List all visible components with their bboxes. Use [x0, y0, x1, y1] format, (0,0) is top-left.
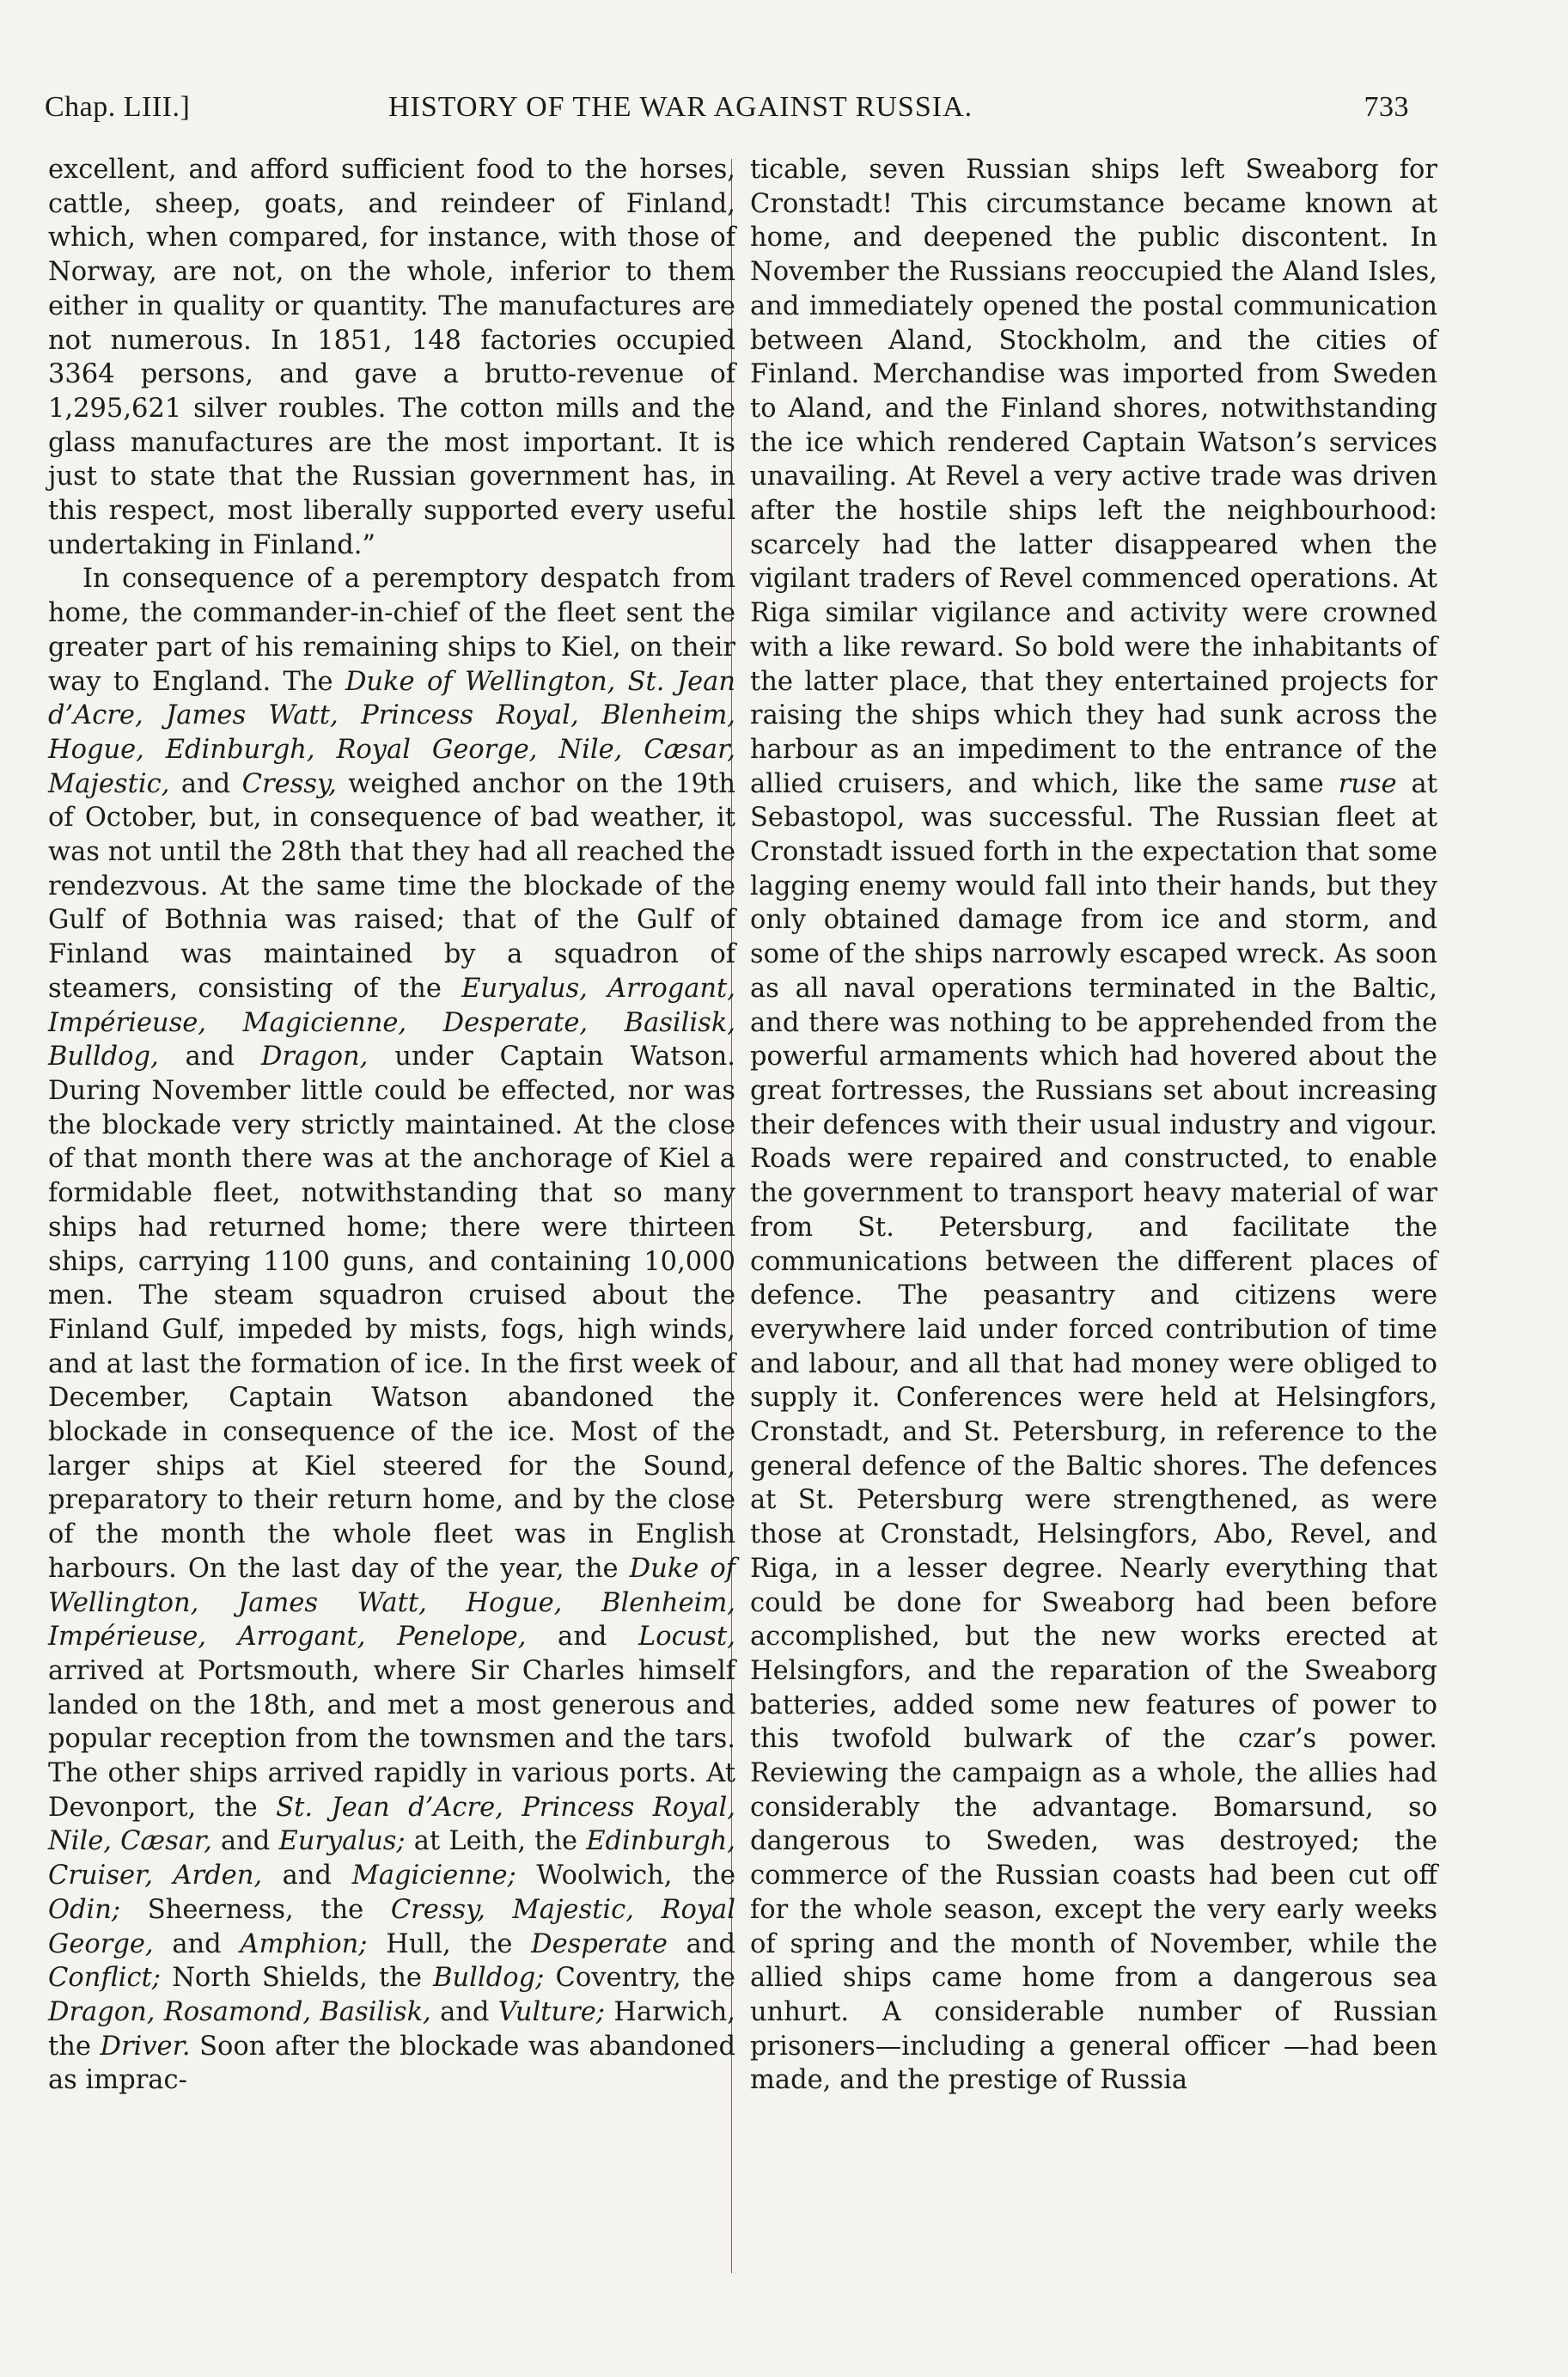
ship-names: Conflict; [48, 1963, 162, 1994]
ship-names: Odin; [48, 1894, 121, 1925]
text-run: Woolwich, the [516, 1861, 735, 1891]
text-run: Harwich, the [48, 1996, 735, 2062]
text-run: Soon after the blockade was abandoned as imprac- [48, 2031, 735, 2096]
ship-names: Magicienne; [351, 1861, 516, 1891]
right-column [750, 153, 1437, 2276]
text-run: at Sebastopol, was successful. The Russian fleet at Cronstadt issued forth in the expectation that some lagging enemy would fall into their hands, but they only obtained damage from ice and storm, and some of the ships narrowly escaped wreck. As soon as all naval operations terminated in the Baltic, and there was nothing to be apprehended from the powerful armaments which had hovered about the great fortresses, the Russians set about increasing their defences with their usual industry and vigour. Roads were repaired and constructed, to enable the government to transport heavy material of war from St. Petersburg, and facilitate the communications between the different places of defence. The peasantry and citizens were everywhere laid under forced contribution of time and labour, and all that had money were obliged to supply it. Conferences were held at Helsingfors, Cronstadt, and St. Petersburg, in reference to the general defence of the Baltic shores. The defences at St. Petersburg were strengthened, as were those at Cronstadt, Helsingfors, Abo, Revel, and Riga, in a lesser degree. Nearly everything that could be done for Sweaborg had been before accomplished, but the new works erected at Helsingfors, and the reparation of the Sweaborg batteries, added some new features of power to this twofold bulwark of the czar’s power. Reviewing the campaign as a whole, the allies had considerably the advantage. Bomarsund, so dangerous to Sweden, was destroyed; the commerce of the Russian coasts had been cut off for the whole season, except the very early weeks of spring and the month of November, while the allied ships came home from a dangerous sea unhurt. A considerable number of Russian prisoners—including a general officer —had been made, and the prestige of Russia [750, 768, 1437, 2096]
ship-names: Amphion; [240, 1928, 368, 1959]
left-column [48, 153, 735, 2276]
ship-names: St. Jean d’Acre, Princess Royal, Nile, Cæsar, [48, 1792, 736, 1857]
page-title: HISTORY OF THE WAR AGAINST RUSSIA. [388, 91, 973, 123]
text-run: at Leith, the [405, 1826, 587, 1857]
running-header [45, 82, 1409, 134]
text-run: In consequence of a peremptory despatch from home, the commander-in-chief of the fleet sent the greater part of his remaining ships to Kiel, on their way to England. The [48, 564, 735, 697]
text-run: and [158, 1042, 261, 1072]
text-run: and [526, 1622, 639, 1653]
italic-term: ruse [1338, 768, 1397, 799]
ship-names: Cressy, Majestic, Royal George, [48, 1894, 735, 1959]
text-run: and [262, 1861, 352, 1891]
ship-names: Locust, [638, 1622, 735, 1653]
text-run: Coventry, the [544, 1963, 735, 1994]
page-number: 733 [1364, 91, 1409, 123]
ship-names: Bulldog; [433, 1963, 545, 1994]
ship-names: Desperate [531, 1928, 668, 1959]
text-run: and [211, 1826, 279, 1857]
text-run: Sheerness, the [120, 1894, 391, 1925]
paragraph-fleet-return [48, 562, 735, 2098]
text-run: and [667, 1928, 736, 1959]
text-run: under Captain Watson. During November little could be effected, nor was the blockade very strictly maintained. At the close of that month there was at the anchorage of Kiel a formidable fleet, notwithstanding that so many ships had returned home; there were thirteen ships, carrying 1100 guns, and containing 10,000 men. The steam squadron cruised about the Finland Gulf, impeded by mists, fogs, high winds, and at last the formation of ice. In the first week of December, Captain Watson abandoned the blockade in consequence of the ice. Most of the larger ships at Kiel steered for the Sound, preparatory to their return home, and by the close of the month the whole fleet was in English harbours. On the last day of the year, the [48, 1042, 735, 1584]
ship-names: Euryalus; [278, 1826, 406, 1857]
ship-names: Euryalus, Arrogant, Impérieuse, Magicienne, Desperate, Basilisk, Bulldog, [48, 973, 735, 1072]
text-run: weighed anchor on the 19th of October, but, in consequence of bad weather, it was not until the 28th that they had all reached the rendezvous. At the same time the blockade of the Gulf of Bothnia was raised; that of the Gulf of Finland was maintained by a squadron of steamers, consisting of the [48, 768, 735, 1004]
text-run: and [153, 1928, 241, 1959]
text-run: ticable, seven Russian ships left Sweaborg for Cronstadt! This circumstance became known at home, and deepened the public discontent. In November the Russians reoccupied the Aland Isles, and immediately opened the postal communication between Aland, Stockholm, and the cities of Finland. Merchandise was imported from Sweden to Aland, and the Finland shores, notwithstanding the ice which rendered Captain Watson’s services unavailing. At Revel a very active trade was driven after the hostile ships left the neighbourhood: scarcely had the latter disappeared when the vigilant traders of Revel commenced operations. At Riga similar vigilance and activity were crowned with a like reward. So bold were the inhabitants of the latter place, that they entertained projects for raising the ships which they had sunk across the harbour as an impediment to the entrance of the allied cruisers, and which, like the same [750, 155, 1437, 799]
ship-names: Driver. [100, 2031, 191, 2062]
ship-names: Duke of Wellington, St. Jean d’Acre, James Watt, Princess Royal, Blenheim, Hogue, Edinburgh, Royal George, Nile, Cæsar, Majestic, [48, 666, 735, 799]
ship-names: Duke of Wellington, James Watt, Hogue, Blenheim, Impérieuse, Arrogant, Penelope, [48, 1553, 735, 1653]
text-run: North Shields, the [161, 1963, 434, 1994]
text-run: Hull, the [367, 1928, 532, 1959]
ship-names: Dragon, Rosamond, Basilisk, [48, 1996, 431, 2027]
text-run: and [430, 1996, 498, 2027]
paragraph-continuation: excellent, and afford sufficient food to the horses, cattle, sheep, goats, and reindeer of Finland, which, when compared, for instance, with those of Norway, are not, on the whole, inferior to them either in quality or quantity. The manufactures are not numerous. In 1851, 148 factories occupied 3364 persons, and gave a brutto-revenue of 1,295,621 silver roubles. The cotton mills and the glass manufactures are the most important. It is just to state that the Russian government has, in this respect, most liberally supported every useful undertaking in Finland.” [48, 155, 735, 560]
chapter-label: Chap. LIII.] [45, 91, 191, 123]
ship-names: Cressy, [241, 768, 337, 799]
paragraph-russian-defences [750, 153, 1437, 2098]
text-run: arrived at Portsmouth, where Sir Charles himself landed on the 18th, and met a most generous and popular reception from the townsmen and the tars. The other ships arrived rapidly in various ports. At Devonport, the [48, 1655, 735, 1823]
ship-names: Dragon, [260, 1042, 369, 1072]
ship-names: Vulture; [497, 1996, 606, 2027]
text-run: and [169, 768, 242, 799]
ship-names: Edinburgh, Cruiser, Arden, [48, 1826, 735, 1891]
